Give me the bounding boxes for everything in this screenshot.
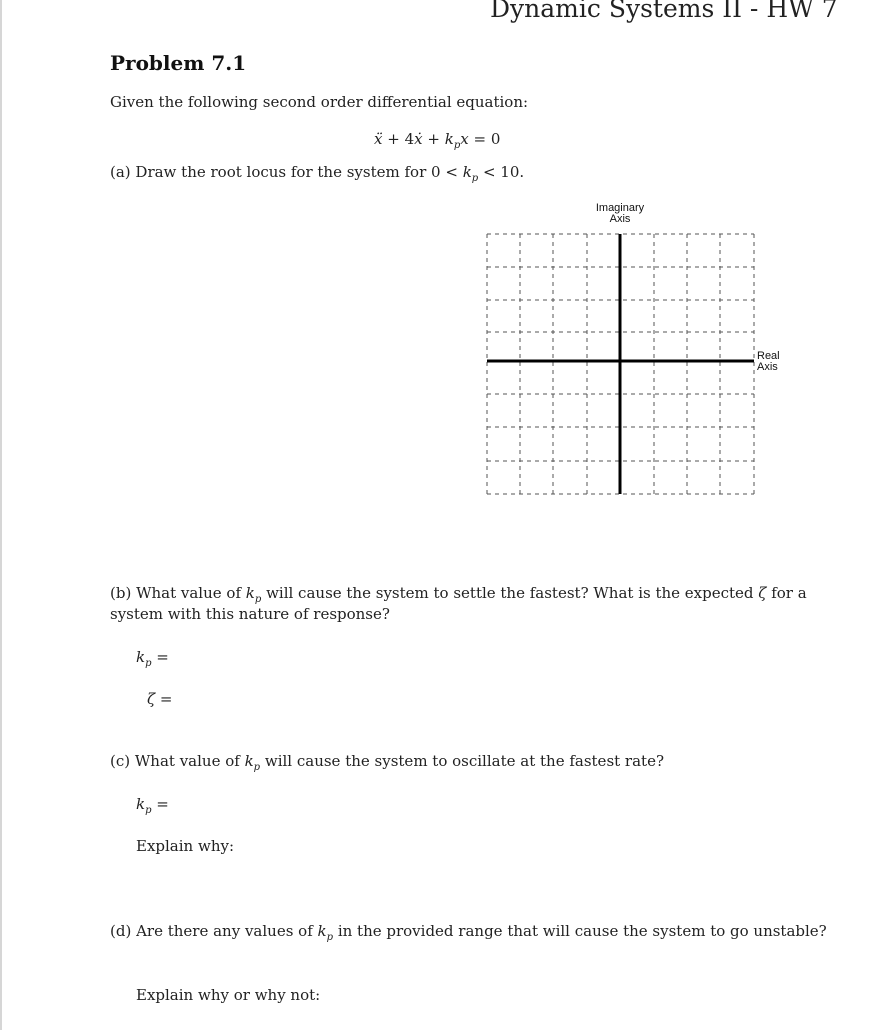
imaginary-axis-label-line2: Axis	[609, 213, 631, 225]
part-c-prefix: (c) What value of	[110, 752, 240, 770]
part-c-k-subscript: p	[253, 762, 261, 773]
root-locus-plot[interactable]	[480, 225, 765, 500]
part-b-zeta: ζ	[758, 584, 767, 602]
part-c-kp-answer[interactable]	[136, 795, 169, 816]
part-a-suffix: < 10.	[482, 163, 525, 181]
part-c-kp-k: k	[136, 795, 146, 813]
part-d-k-subscript: p	[326, 932, 334, 943]
part-b-zeta-answer[interactable]	[147, 690, 173, 708]
part-b-suffix: for a	[771, 584, 807, 602]
part-b-kp-answer[interactable]	[136, 648, 169, 669]
part-b-prefix: (b) What value of	[110, 584, 241, 602]
part-d-k: k	[317, 922, 327, 940]
part-b-k-subscript: p	[254, 594, 262, 605]
imaginary-axis-label	[590, 203, 650, 225]
header-title: Dynamic Systems II - HW 7	[490, 0, 838, 23]
part-a-prefix: (a) Draw the root locus for the system for 0 <	[110, 163, 458, 181]
eq-plus-four: + 4	[387, 130, 415, 148]
part-b-middle: will cause the system to settle the fastest? What is the expected	[266, 584, 754, 602]
part-b-zeta-symbol: ζ	[147, 690, 156, 708]
part-c-explain[interactable]: Explain why:	[136, 837, 235, 855]
eq-plus: +	[427, 130, 440, 148]
part-c-k: k	[244, 752, 254, 770]
part-b-question-line2: system with this nature of response?	[110, 605, 390, 623]
part-a-question	[110, 163, 524, 184]
problem-intro: Given the following second order differential equation:	[110, 93, 529, 111]
problem-title: Problem 7.1	[110, 51, 247, 75]
part-b-zeta-equals: =	[159, 690, 173, 708]
part-c-kp-subscript: p	[145, 805, 152, 816]
part-d-suffix: in the provided range that will cause the system to go unstable?	[337, 922, 827, 940]
page-left-border	[0, 0, 2, 1030]
part-d-explain[interactable]: Explain why or why not:	[136, 986, 321, 1004]
eq-equals-zero: = 0	[473, 130, 501, 148]
part-c-question	[110, 752, 664, 773]
part-b-kp-k: k	[136, 648, 146, 666]
part-b-k: k	[245, 584, 255, 602]
part-a-k: k	[462, 163, 472, 181]
eq-k: k	[444, 130, 454, 148]
real-axis-label	[757, 351, 780, 373]
part-c-kp-equals: =	[156, 795, 169, 813]
part-a-k-subscript: p	[471, 173, 479, 184]
part-d-question	[110, 922, 827, 943]
x-double-dot: ẍ	[374, 130, 383, 148]
part-d-prefix: (d) Are there any values of	[110, 922, 313, 940]
imaginary-axis-label-line1: Imaginary	[595, 202, 645, 214]
real-axis-label-line1: Real	[757, 350, 780, 362]
part-b-kp-subscript: p	[145, 658, 152, 669]
eq-k-subscript: p	[453, 140, 461, 151]
part-b-kp-equals: =	[156, 648, 169, 666]
part-c-suffix: will cause the system to oscillate at the fastest rate?	[264, 752, 664, 770]
differential-equation	[374, 130, 500, 151]
x-dot: ẋ	[414, 130, 423, 148]
real-axis-label-line2: Axis	[757, 361, 778, 373]
eq-x: x	[460, 130, 469, 148]
part-b-question-line1	[110, 584, 807, 605]
